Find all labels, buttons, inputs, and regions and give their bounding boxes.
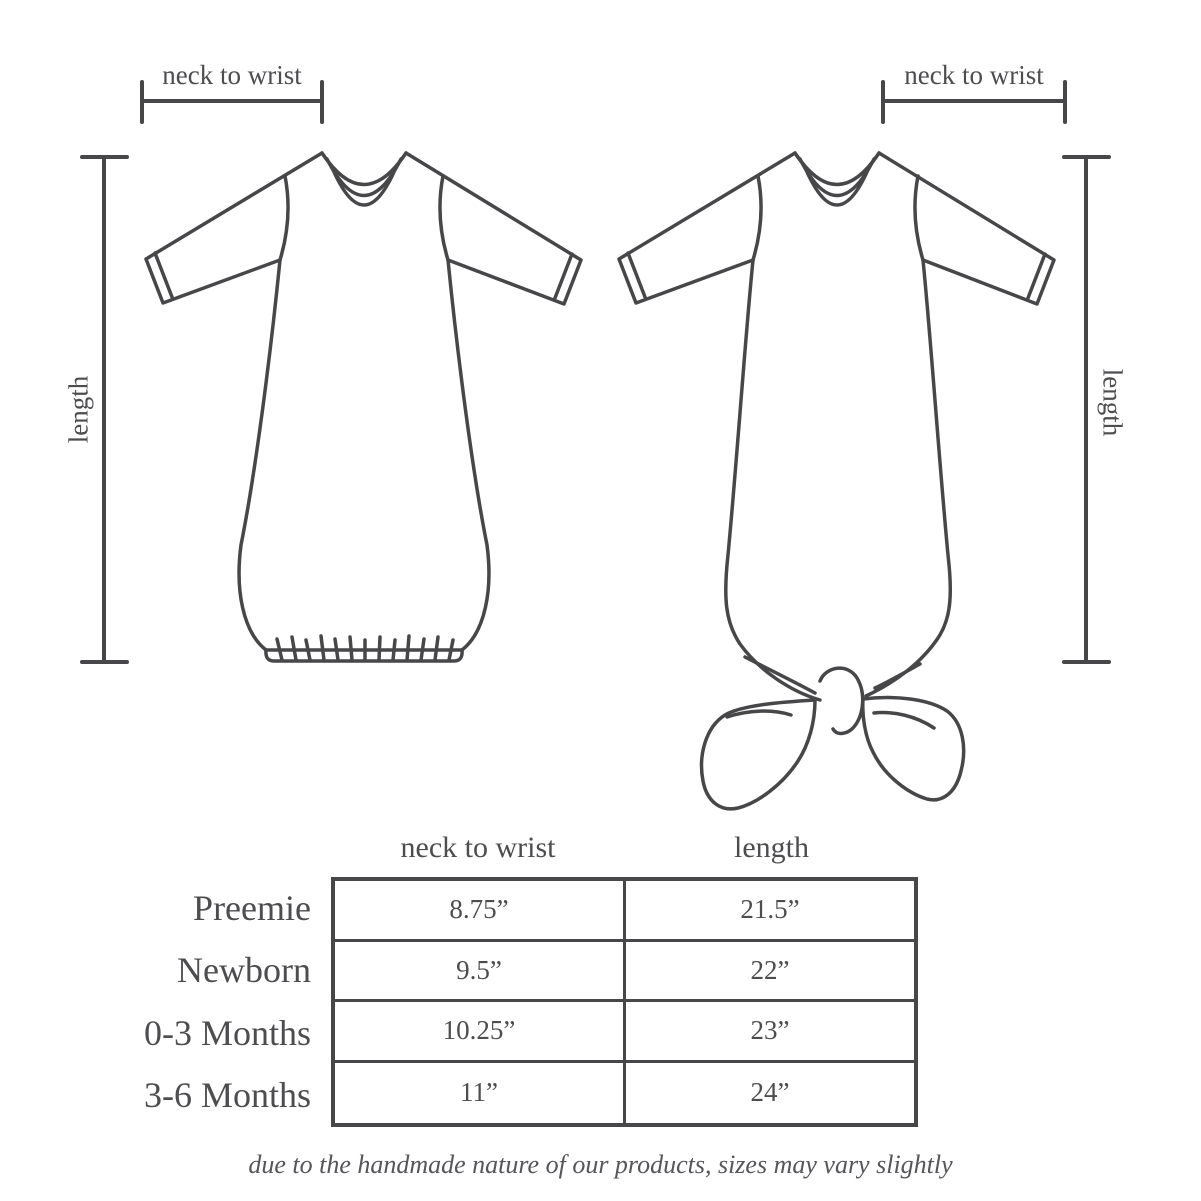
- left-armhole-seam: [753, 176, 761, 260]
- body-left-seam: [726, 260, 820, 700]
- knot-loop: [820, 668, 863, 733]
- row-label-0-3-months: 0-3 Months: [143, 1013, 311, 1053]
- cell-length: 24”: [750, 1077, 790, 1108]
- neck-to-wrist-label-right: neck to wrist: [904, 60, 1044, 90]
- right-armhole-seam: [915, 176, 923, 260]
- left-sleeve: [146, 153, 322, 303]
- left-sleeve: [619, 153, 795, 303]
- knotted-gown-drawing: [619, 153, 1054, 809]
- cell-neck-to-wrist: 11”: [335, 1063, 626, 1124]
- right-sleeve: [406, 153, 581, 304]
- cell-neck-to-wrist: 9.5”: [335, 942, 626, 1003]
- twist-crease-right: [875, 664, 920, 688]
- table-header-length: length: [734, 831, 809, 864]
- twist-crease-left: [745, 657, 815, 693]
- row-label-preemie: Preemie: [193, 888, 311, 928]
- cell-length: 21.5”: [626, 881, 914, 942]
- cell-length: 22”: [626, 942, 914, 1003]
- row-label-newborn: Newborn: [177, 950, 311, 990]
- neck-to-wrist-label-left: neck to wrist: [162, 60, 302, 90]
- collar: [795, 153, 879, 185]
- length-label-left: length: [63, 375, 94, 444]
- body-left-seam: [239, 260, 280, 650]
- body-right-seam: [866, 260, 950, 696]
- footnote: due to the handmade nature of our products, sizes may vary slightly: [248, 1150, 953, 1179]
- size-table: [331, 877, 918, 1127]
- left-armhole-seam: [280, 176, 288, 260]
- knot-ear-left: [702, 700, 815, 809]
- cell-length: 23”: [626, 1002, 914, 1063]
- table-header-neck-to-wrist: neck to wrist: [400, 831, 556, 864]
- gather-ticks: [277, 636, 453, 660]
- right-armhole-seam: [440, 176, 448, 260]
- knot-ear-right-fold: [874, 713, 934, 728]
- right-sleeve: [879, 153, 1054, 304]
- length-label-right: length: [1097, 368, 1128, 437]
- cell-neck-to-wrist: 10.25”: [335, 1002, 626, 1063]
- body-right-seam: [448, 260, 489, 650]
- collar: [322, 153, 406, 185]
- row-label-3-6-months: 3-6 Months: [143, 1075, 311, 1115]
- cell-neck-to-wrist: 8.75”: [335, 881, 626, 942]
- elastic-hem-gown-drawing: [146, 153, 581, 661]
